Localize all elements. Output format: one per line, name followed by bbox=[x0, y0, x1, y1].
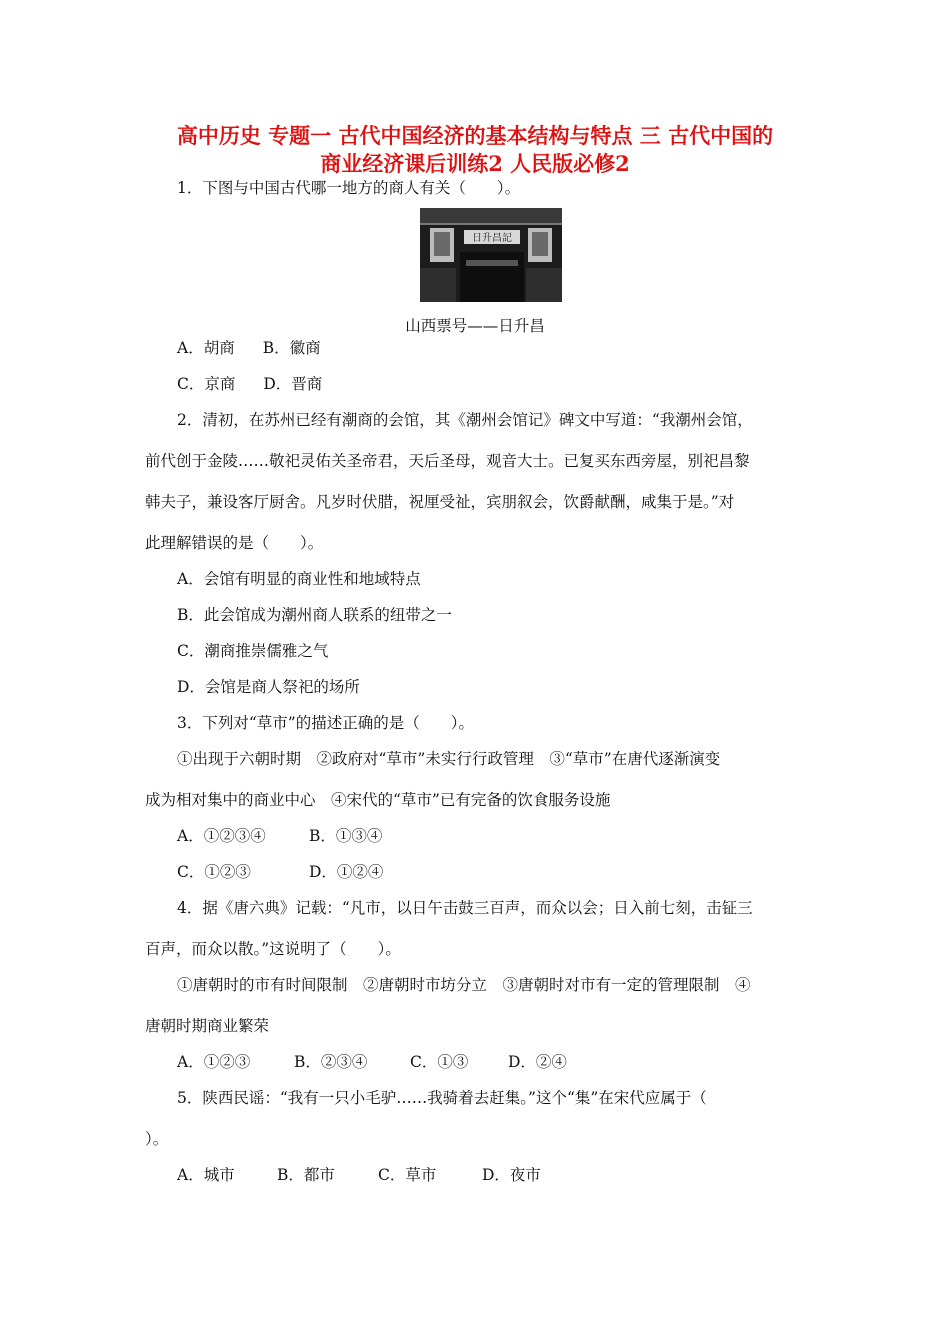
photo-caption: 山西票号——日升昌 bbox=[405, 317, 545, 335]
q4-statements-line-1: ①唐朝时的市有时间限制 ②唐朝时市坊分立 ③唐朝时对市有一定的管理限制 ④ bbox=[177, 976, 751, 994]
q3-statements-line-2: 成为相对集中的商业中心 ④宋代的“草市”已有完备的饮食服务设施 bbox=[145, 791, 611, 809]
q1-options-row-2 bbox=[177, 374, 322, 394]
q2-stem-line-4: 此理解错误的是（ ）。 bbox=[145, 534, 324, 552]
q1-option-d: D．晋商 bbox=[263, 375, 323, 393]
q1-options-row-1 bbox=[177, 338, 321, 358]
building-facade-icon bbox=[420, 208, 562, 302]
q4-option-c: C．①③ bbox=[410, 1053, 469, 1071]
q4-statements-line-2: 唐朝时期商业繁荣 bbox=[145, 1017, 270, 1035]
q3-option-b: B．①③④ bbox=[309, 827, 383, 845]
q2-stem-line-2: 前代创于金陵……敬祀灵佑关圣帝君，天后圣母，观音大士。已复买东西旁屋，别祀昌黎 bbox=[145, 452, 750, 470]
shengchang-piaohao-photo bbox=[420, 208, 562, 302]
q5-stem-line-2: ）。 bbox=[145, 1130, 169, 1148]
shop-sign-text: 日升昌記 bbox=[472, 233, 512, 244]
q1-option-b: B．徽商 bbox=[262, 339, 321, 357]
q4-option-b: B．②③④ bbox=[294, 1053, 368, 1071]
q3-options-row-2 bbox=[177, 862, 383, 882]
q1-stem: 1．下图与中国古代哪一地方的商人有关（ ）。 bbox=[177, 179, 521, 197]
q3-option-a: A．①②③④ bbox=[177, 827, 266, 845]
q5-option-c: C．草市 bbox=[378, 1166, 437, 1184]
q1-option-c: C．京商 bbox=[177, 375, 236, 393]
q4-stem-line-1: 4．据《唐六典》记载：“凡市，以日午击鼓三百声，而众以会；日入前七刻，击钲三 bbox=[177, 899, 753, 917]
q2-option-c: C．潮商推崇儒雅之气 bbox=[177, 642, 329, 660]
q4-options-row bbox=[177, 1052, 567, 1072]
document-title-line-1: 高中历史 专题一 古代中国经济的基本结构与特点 三 古代中国的 bbox=[176, 123, 774, 148]
q5-option-d: D．夜市 bbox=[482, 1166, 541, 1184]
q3-stem: 3．下列对“草市”的描述正确的是（ ）。 bbox=[177, 714, 474, 732]
q5-stem-line-1: 5．陕西民谣：“我有一只小毛驴……我骑着去赶集。”这个“集”在宋代应属于（ bbox=[177, 1089, 707, 1107]
q2-stem-line-1: 2．清初，在苏州已经有潮商的会馆，其《潮州会馆记》碑文中写道：“我潮州会馆， bbox=[177, 411, 753, 429]
q4-stem-line-2: 百声，而众以散。”这说明了（ ）。 bbox=[145, 940, 401, 958]
q2-option-d: D．会馆是商人祭祀的场所 bbox=[177, 678, 360, 696]
document-title-line-2: 商业经济课后训练2 人民版必修2 bbox=[320, 151, 630, 176]
q5-option-a: A．城市 bbox=[177, 1166, 235, 1184]
q3-options-row-1 bbox=[177, 826, 382, 846]
q3-statements-line-1: ①出现于六朝时期 ②政府对“草市”未实行行政管理 ③“草市”在唐代逐渐演变 bbox=[177, 750, 721, 768]
q3-option-d: D．①②④ bbox=[309, 863, 384, 881]
q4-option-d: D．②④ bbox=[508, 1053, 567, 1071]
q1-option-a: A．胡商 bbox=[177, 339, 235, 357]
q5-option-b: B．都市 bbox=[277, 1166, 335, 1184]
q2-option-b: B．此会馆成为潮州商人联系的纽带之一 bbox=[177, 606, 452, 624]
q2-option-a: A．会馆有明显的商业性和地域特点 bbox=[177, 570, 421, 588]
q4-option-a: A．①②③ bbox=[177, 1053, 251, 1071]
q3-option-c: C．①②③ bbox=[177, 863, 251, 881]
q2-stem-line-3: 韩夫子，兼设客厅厨舍。凡岁时伏腊，祝厘受祉，宾朋叙会，饮爵献酬，咸集于是。”对 bbox=[145, 493, 735, 511]
q5-options-row bbox=[177, 1165, 541, 1185]
